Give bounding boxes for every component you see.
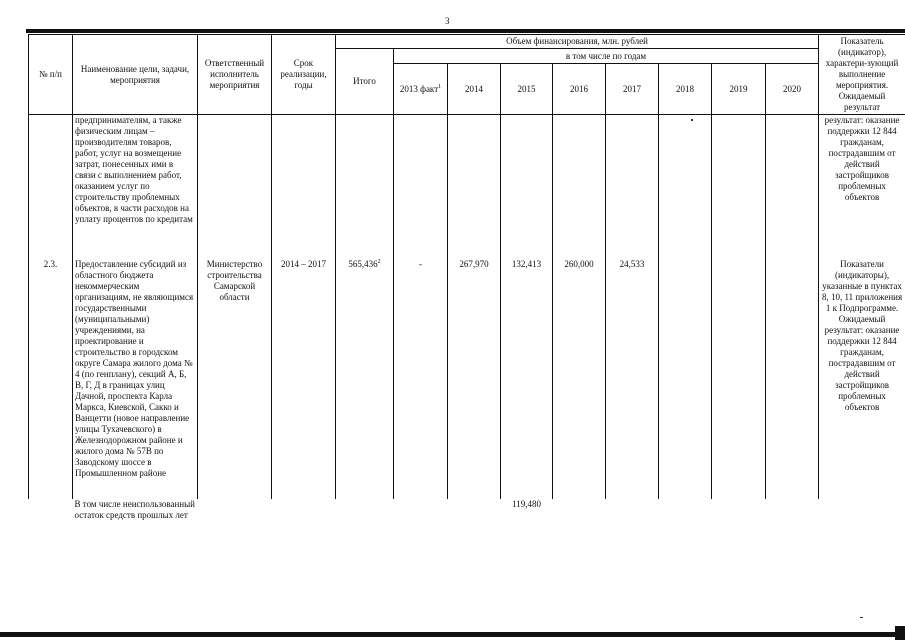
cell-name: Предоставление субсидий из областного бюджета некоммерческим организациям, не являющимся государственными (муниципальными) учреждениями, на проектирование и строительство в городском округе Самара жилого дома № 4 (по генплану), секций А, Б, В, Г, Д в границах улиц Дачной, проспекта Карла Маркса, Киевской, Сакко и Ванцетти (новое направление улицы Тухачевского) в Железнодорожном районе и жилого дома № 57В по Заводскому шоссе в Промышленном районе bbox=[73, 259, 198, 499]
cell-total: 565,436$^2$ bbox=[336, 259, 394, 499]
bottom-corner-mark bbox=[895, 626, 905, 640]
bottom-border-line bbox=[0, 632, 905, 637]
cell-num: 2.3. bbox=[29, 259, 73, 499]
header-finance: Объем финансирования, млн. рублей bbox=[336, 35, 819, 49]
cell-2014: 267,970 bbox=[448, 259, 501, 499]
header-executor: Ответственный исполнитель мероприятия bbox=[198, 35, 272, 115]
cell-name: предпринимателям, а также физическим лицам – производителям товаров, работ, услуг на возмещение затрат, понесенных ими в связи с выполнением работ, оказанием услуг по строительству проблемных объектов, в части расходов на уплату процентов по кредитам bbox=[73, 115, 198, 260]
header-year-2018: 2018 bbox=[659, 64, 712, 115]
header-num: № п/п bbox=[29, 35, 73, 115]
header-year-2014: 2014 bbox=[448, 64, 501, 115]
cell-2013: - bbox=[394, 259, 448, 499]
header-year-2013: 2013 факт$^1$ bbox=[394, 64, 448, 115]
cell-2016: 260,000 bbox=[553, 259, 606, 499]
cell-indicator: Показатели (индикаторы), указанные в пунктах 8, 10, 11 приложения 1 к Подпрограмме. Ожидаемый результат: оказание поддержки 12 844 гражданам, пострадавшим от действий застройщиков проблемных объектов bbox=[819, 259, 905, 499]
top-border-line bbox=[26, 29, 905, 33]
page-number: 3 bbox=[445, 16, 450, 26]
header-term: Срок реализации, годы bbox=[272, 35, 336, 115]
header-year-2020: 2020 bbox=[766, 64, 819, 115]
cell-2017: 24,533 bbox=[606, 259, 659, 499]
header-name: Наименование цели, задачи, мероприятия bbox=[73, 35, 198, 115]
cell-2018 bbox=[659, 259, 712, 499]
cell-executor: Министерство строительства Самарской области bbox=[198, 259, 272, 499]
header-year-2016: 2016 bbox=[553, 64, 606, 115]
header-year-2019: 2019 bbox=[712, 64, 766, 115]
cell-2020 bbox=[766, 259, 819, 499]
cell-indicator: результат: оказание поддержки 12 844 гражданам, пострадавшим от действий застройщиков проблемных объектов bbox=[819, 115, 905, 260]
scan-speck bbox=[691, 119, 693, 121]
header-year-2015: 2015 bbox=[501, 64, 553, 115]
table-row-including bbox=[29, 499, 905, 547]
table-row-2-3 bbox=[29, 259, 905, 499]
cell-2015: 132,413 bbox=[501, 259, 553, 499]
scan-speck bbox=[860, 617, 863, 618]
cell-2019 bbox=[712, 259, 766, 499]
financing-table bbox=[28, 34, 905, 547]
cell-name: В том числе неиспользованный остаток средств прошлых лет bbox=[74, 499, 195, 520]
cell-2015: 119,480 bbox=[512, 499, 541, 509]
header-year-2017: 2017 bbox=[606, 64, 659, 115]
cell-term: 2014 – 2017 bbox=[272, 259, 336, 499]
header-total: Итого bbox=[336, 49, 394, 115]
header-indicator: Показатель (индикатор), характери-зующий выполнение мероприятия. Ожидаемый результат bbox=[819, 35, 905, 115]
header-by-years: в том числе по годам bbox=[394, 49, 819, 64]
table-row-continuation bbox=[29, 115, 905, 260]
